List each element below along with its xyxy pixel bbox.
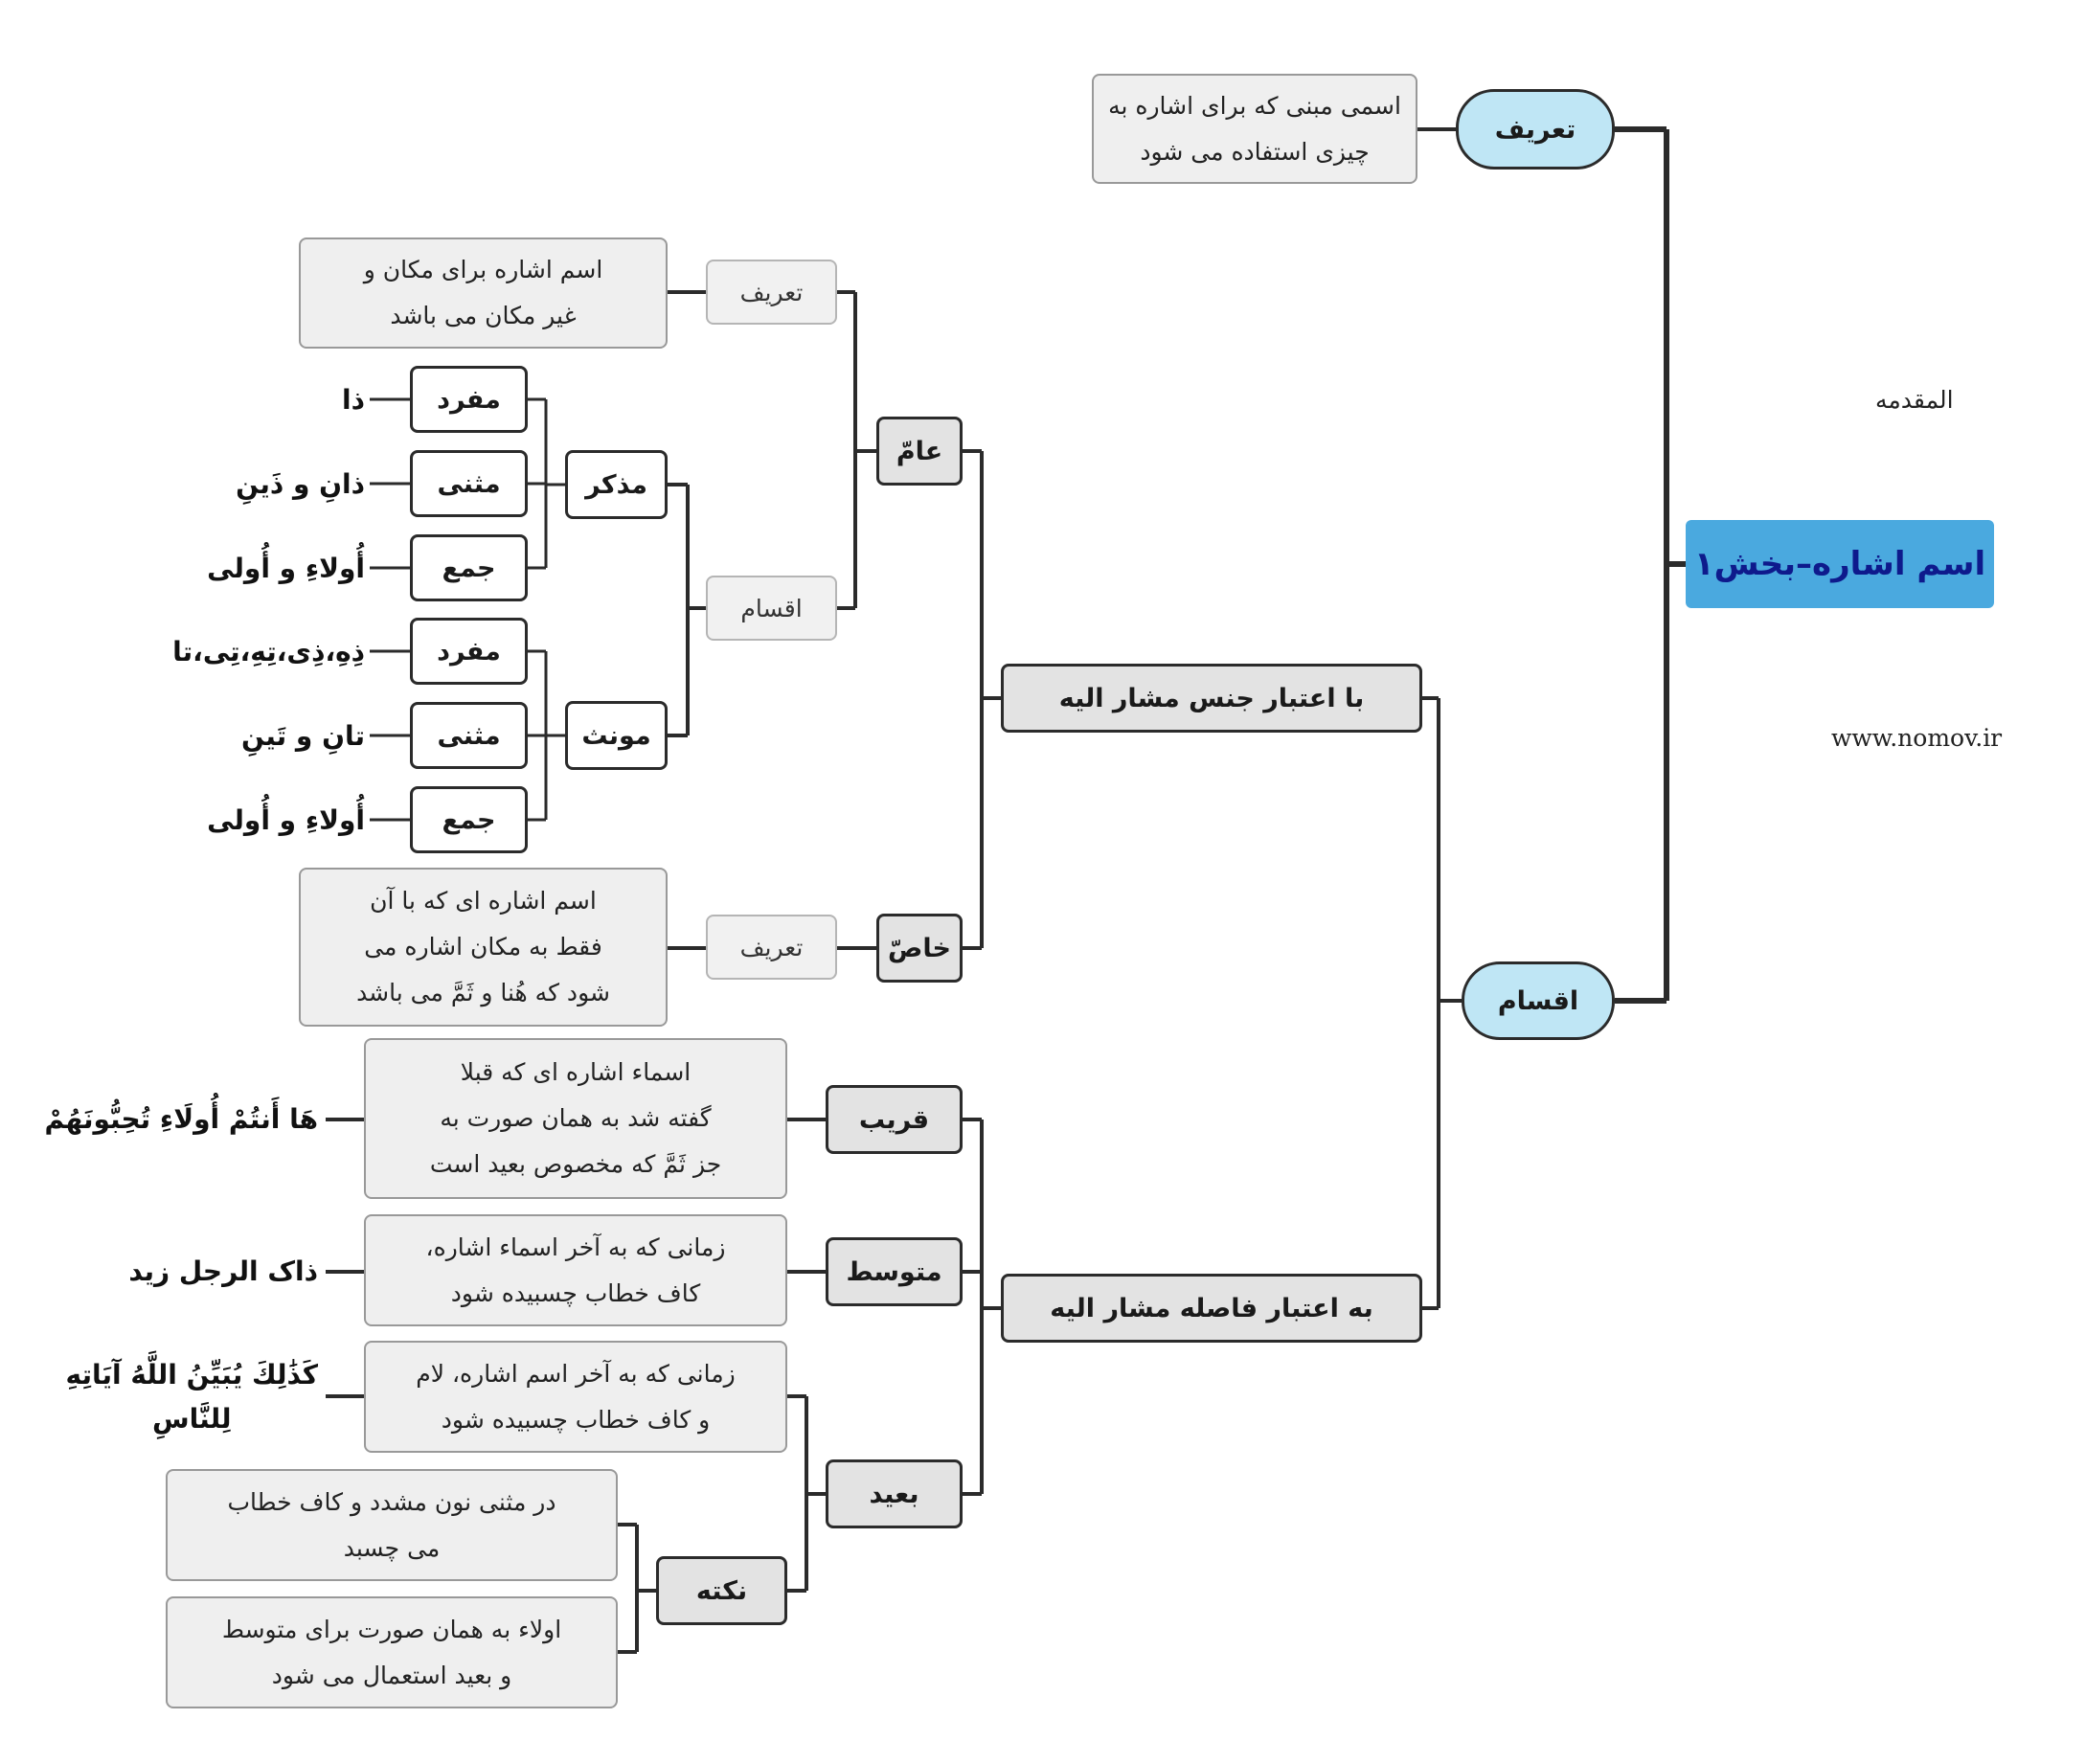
masc-singular-value: ذا [342, 384, 365, 416]
site-note: www.nomov.ir [1831, 724, 2003, 752]
note-text-1: در مثنی نون مشدد و کاف خطاب می چسبد [166, 1469, 618, 1581]
far-text: زمانی که به آخر اسم اشاره، لام و کاف خطاب چسبیده شود [364, 1341, 787, 1453]
masc-singular[interactable]: مفرد [410, 366, 528, 433]
masc-dual[interactable]: مثنی [410, 450, 528, 517]
near-text: اسماء اشاره ای که قبلا گفته شد به همان صورت به جز ثَمَّ که مخصوص بعید است [364, 1038, 787, 1199]
fem-plural[interactable]: جمع [410, 786, 528, 853]
fem-plural-value: أُولاءِ و أُولی [207, 804, 365, 836]
definition-topic[interactable]: تعریف [1456, 89, 1615, 170]
intro-note: المقدمه [1875, 386, 1954, 414]
specific-definition-label[interactable]: تعریف [706, 915, 837, 980]
near-example: هَا أَنتُمْ أُولَاءِ تُحِبُّونَهُمْ [44, 1103, 318, 1135]
far-example: كَذَٰلِكَ يُبَيِّنُ اللَّهُ آيَاتِهِ لِلنَّاسِ [65, 1359, 318, 1435]
general-topic[interactable]: عامّ [876, 417, 963, 486]
medium-text: زمانی که به آخر اسماء اشاره، کاف خطاب چسبیده شود [364, 1214, 787, 1326]
masc-plural[interactable]: جمع [410, 534, 528, 601]
fem-singular-value: ذِهِ،ذِی،تِهِ،تِی،تا [172, 636, 365, 667]
fem-dual-value: تانِ و تَینِ [241, 720, 365, 752]
feminine-topic[interactable]: مونث [565, 701, 668, 770]
types-topic[interactable]: اقسام [1462, 961, 1615, 1040]
note-text-2: اولاء به همان صورت برای متوسط و بعید استعمال می شود [166, 1596, 618, 1708]
root-topic[interactable]: اسم اشاره–بخش۱ [1686, 520, 1994, 608]
near-topic[interactable]: قریب [826, 1085, 963, 1154]
fem-singular[interactable]: مفرد [410, 618, 528, 685]
general-definition-text: اسم اشاره برای مکان و غیر مکان می باشد [299, 237, 668, 349]
medium-example: ذاک الرجل زید [128, 1255, 318, 1287]
by-gender-topic[interactable]: با اعتبار جنس مشار الیه [1001, 664, 1422, 733]
masc-dual-value: ذانِ و ذَینِ [236, 468, 365, 500]
masc-plural-value: أُولاءِ و أُولی [207, 553, 365, 584]
far-topic[interactable]: بعید [826, 1459, 963, 1528]
specific-topic[interactable]: خاصّ [876, 914, 963, 983]
specific-definition-text: اسم اشاره ای که با آن فقط به مکان اشاره می شود که هُنا و ثَمَّ می باشد [299, 868, 668, 1027]
definition-text: اسمی مبنی که برای اشاره به چیزی استفاده می شود [1092, 74, 1417, 184]
general-types-label[interactable]: اقسام [706, 576, 837, 641]
by-distance-topic[interactable]: به اعتبار فاصله مشار الیه [1001, 1274, 1422, 1343]
fem-dual[interactable]: مثنی [410, 702, 528, 769]
masculine-topic[interactable]: مذکر [565, 450, 668, 519]
medium-topic[interactable]: متوسط [826, 1237, 963, 1306]
general-definition-label[interactable]: تعریف [706, 260, 837, 325]
note-topic[interactable]: نکته [656, 1556, 787, 1625]
